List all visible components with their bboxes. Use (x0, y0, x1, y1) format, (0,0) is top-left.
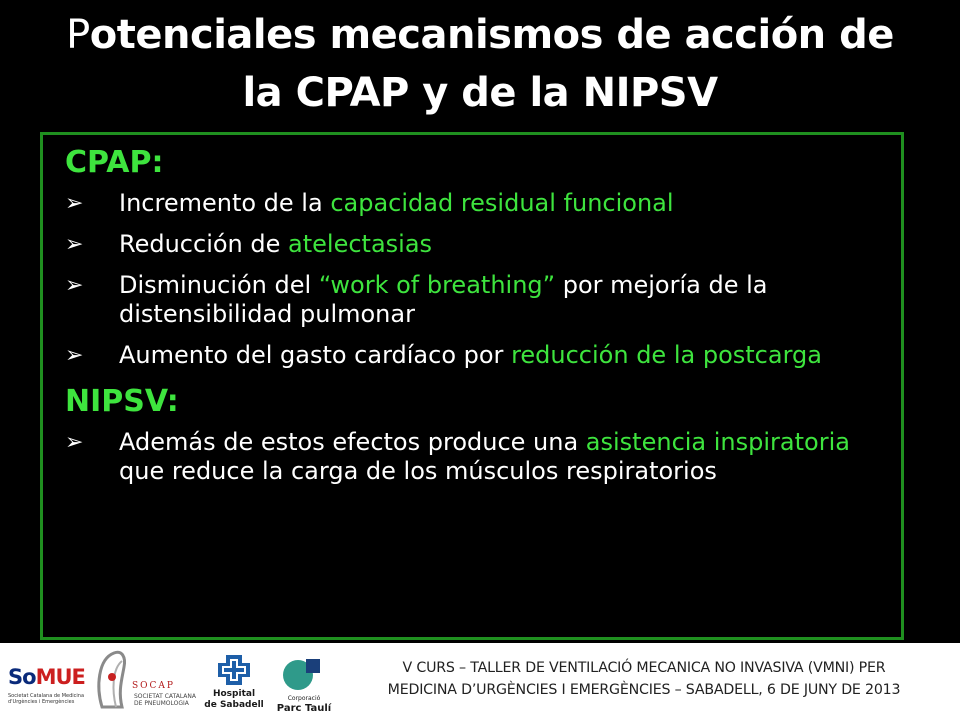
socap-subtitle: SOCIETAT CATALANA DE PNEUMOLOGIA (134, 693, 197, 707)
bullet-text-plain-after: que reduce la carga de los músculos respiratorios (119, 457, 717, 485)
nipsv-bullet-1 (65, 428, 879, 486)
parc-tauli-emblem-icon (272, 653, 336, 695)
bullet-text (119, 428, 879, 486)
cpap-bullet-2 (65, 230, 879, 259)
slide-title (20, 6, 940, 122)
socmue-subtitle: Societat Catalana de Medicina d'Urgències i Emergències (8, 693, 85, 705)
bullet-text-highlight: asistencia inspiratoria (585, 428, 850, 456)
parc-tauli-name (272, 695, 336, 714)
socap-wordmark: SOCAP (132, 681, 175, 691)
hospital-cross-icon (204, 653, 264, 687)
hospital-sabadell-name (204, 689, 264, 711)
bullet-text (119, 230, 879, 259)
bullet-text-plain: Reducción de (119, 230, 289, 258)
hospital-sabadell-line2: de Sabadell (204, 700, 264, 710)
bullet-text (119, 189, 879, 218)
bullet-text-plain: Disminución del (119, 271, 319, 299)
arrow-bullet-icon: ➢ (65, 343, 84, 368)
arrow-bullet-icon: ➢ (65, 191, 84, 216)
parc-tauli-logo (272, 653, 336, 715)
hospital-sabadell-logo (204, 653, 264, 715)
nipsv-heading: NIPSV: (65, 384, 179, 419)
arrow-bullet-icon: ➢ (65, 273, 84, 298)
socmue-wordmark (8, 665, 85, 689)
footer-line-2: MEDICINA D’URGÈNCIES I EMERGÈNCIES – SABADELL, 6 DE JUNY DE 2013 (387, 682, 901, 698)
cpap-bullet-4 (65, 341, 879, 370)
socmue-wordmark-b: MUE (35, 665, 85, 689)
cpap-bullet-1 (65, 189, 879, 218)
title-line-1 (20, 6, 940, 64)
socmue-logo (8, 655, 90, 713)
arrow-bullet-icon: ➢ (65, 430, 84, 455)
title-line-1-rest: otenciales mecanismos de acción de (89, 12, 894, 58)
footer-logos (6, 647, 336, 717)
socap-logo (92, 647, 200, 715)
cpap-bullet-3 (65, 271, 879, 329)
bullet-text-plain: Incremento de la (119, 189, 331, 217)
bullet-text-plain: Además de estos efectos produce una (119, 428, 586, 456)
bullet-text-highlight: capacidad residual funcional (330, 189, 674, 217)
bullet-text-highlight: “work of breathing” (318, 271, 556, 299)
hospital-sabadell-line1: Hospital (212, 689, 256, 699)
bullet-text-highlight: reducción de la postcarga (511, 341, 822, 369)
footer-course-text (336, 657, 952, 701)
content-box (40, 132, 904, 640)
arrow-bullet-icon: ➢ (65, 232, 84, 257)
bullet-text-plain: Aumento del gasto cardíaco por (119, 341, 512, 369)
footer-bar (0, 643, 960, 720)
bullet-text-highlight: atelectasias (288, 230, 433, 258)
footer-line-1: V CURS – TALLER DE VENTILACIÓ MECANICA NO INVASIVA (VMNI) PER (402, 660, 886, 676)
bullet-text (119, 341, 879, 370)
parc-tauli-line2: Parc Taulí (276, 703, 332, 714)
title-first-letter: P (66, 12, 90, 58)
cpap-heading: CPAP: (65, 145, 164, 180)
parc-tauli-line1: Corporació (287, 695, 321, 702)
socmue-wordmark-a: So (8, 665, 36, 689)
title-line-2: la CPAP y de la NIPSV (242, 70, 718, 116)
bullet-text (119, 271, 879, 329)
bullet-text-plain-after: por mejoría de la distensibilidad pulmonar (119, 271, 768, 328)
